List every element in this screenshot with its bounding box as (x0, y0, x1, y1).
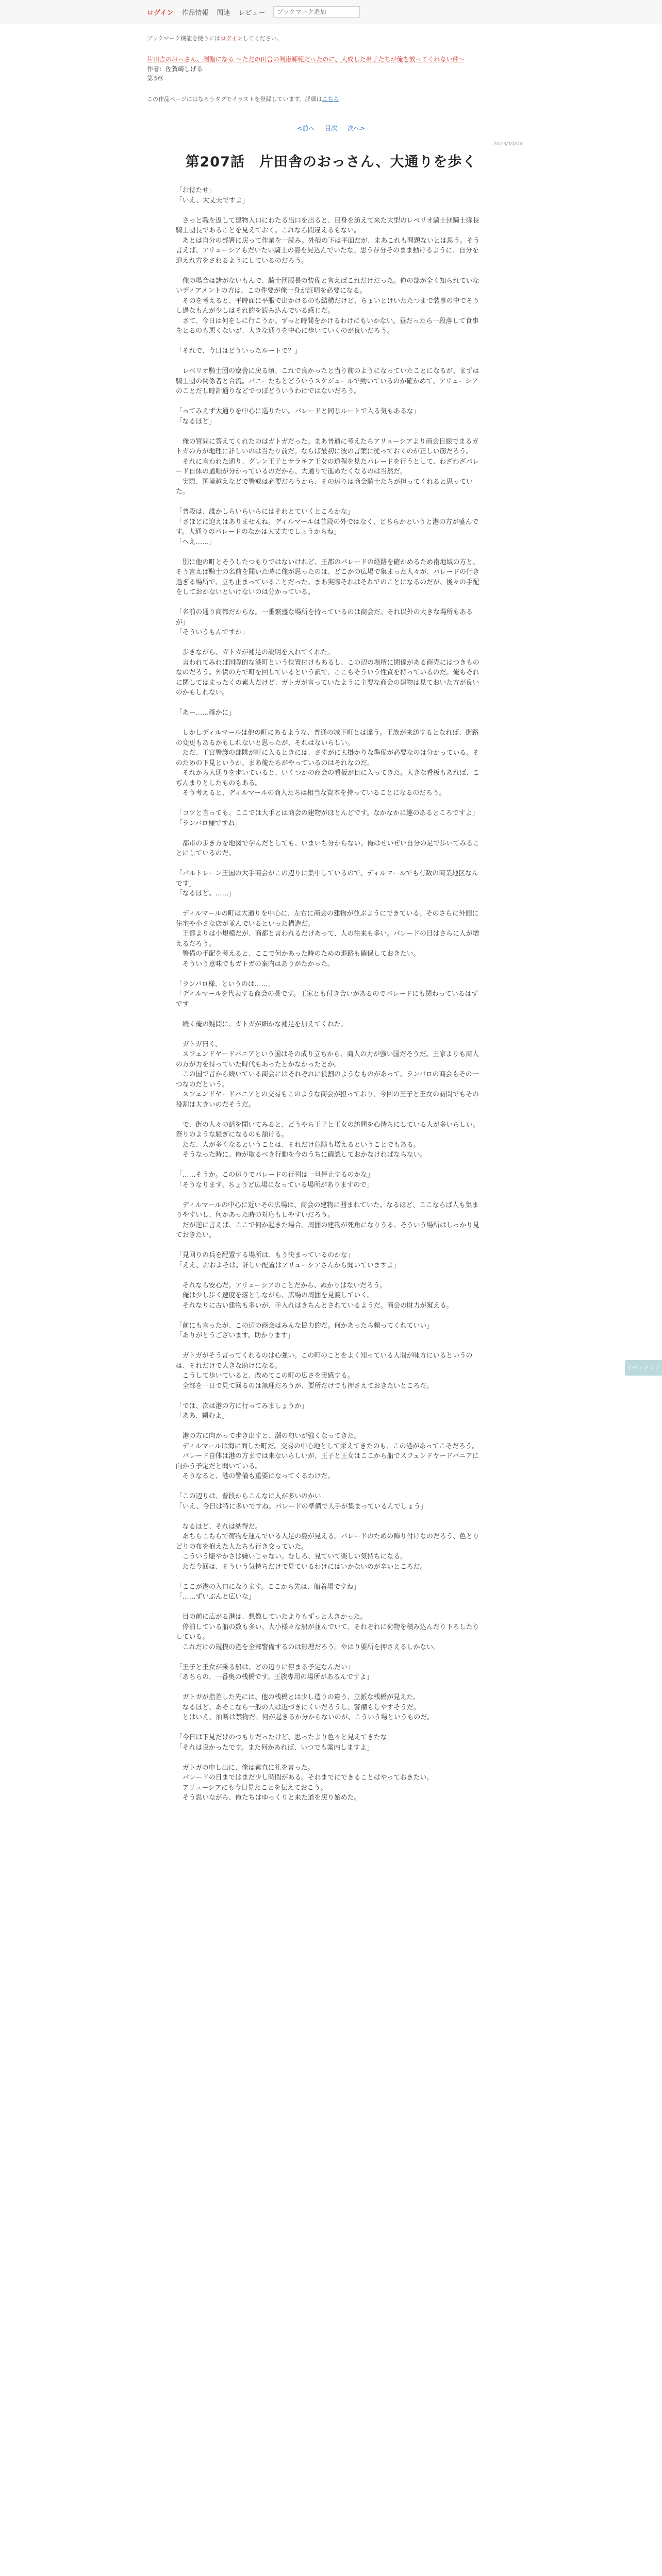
body-paragraph: 俺の質問に答えてくれたのはガトガだった。まあ普通に考えたらアリューシアより商会目線でまるガトガの方が地理に詳しいのは当たり前だ。ならば最初に彼の言葉に従っておくのが正しい筋だろう。 それに言われた通り、グレン王子とサラキア王女の道程を見たパレードを行うとして、わざわざパレード自体の道順が分かっているのだから、大通りで進めたくなるのは当然だ。 実際、国境越えなどで警戒は必要だろうから、その辺りは商会騎士たちが担ってくれると思っていた。 (176, 437, 479, 496)
notice-suffix: してください。 (242, 35, 283, 42)
body-paragraph: 「ってみえず大通りを中心に巡りたい。パレードと同じルートで入る気もあるな」 「なるほど」 (176, 408, 420, 426)
chapter-title: 第207話 片田舎のおっさん、大通りを歩く (185, 154, 477, 170)
nav-review[interactable]: レビュー (238, 9, 266, 17)
nav-work-info[interactable]: 作品情報 (181, 9, 209, 17)
body-paragraph: それなら安心だ。アリューシアのことだから、ぬかりはないだろう。 俺は少し歩く速度を落としながら、広場の周囲を見渡していく。 それなりに古い建物も多いが、手入れはきちんとされているようだ。商会の財力が窺える。 (182, 1281, 453, 1310)
login-link[interactable]: ログイン (147, 9, 174, 17)
body-paragraph: 目の前に広がる港は、想像していたよりもずっと大きかった。 停泊している船の数も多い。大小様々な船が並んでいて、それぞれに荷物を積み込んだり下ろしたりしている。 これだけの規模の港を全部警備するのは無理だろう。やはり要所を押さえるしかない。 (176, 1613, 479, 1651)
body-paragraph: 歩きながら、ガトガが補足の説明を入れてくれた。 言われてみれば国際的な港町という位置付けもあるし、この辺の場所に関係がある商売にはつきものなのだろう。外貨の方で町を回しているという訳で、ここもそういう性質を持っているのだ。俺もそれに関してはまったくの素人だけど、ガトガが言っていたように主要な商会の建物は見ておいた方が良いのかもしれない。 (176, 649, 479, 697)
author-label: 作者： (147, 65, 166, 73)
illustration-note-text: この作品ページにはなろうタグでイラストを登録しています。詳細は (147, 95, 322, 103)
author-line (147, 64, 508, 74)
body-paragraph: ガトガの申し出に、俺は素直に礼を言った。 パレードの日まではまだ少し時間がある。それまでにできることはやっておきたい。 アリューシアにも今日見たことを伝えておこう。 そう思いながら、俺たちはゆっくりと来た道を戻り始めた。 (182, 1764, 434, 1802)
body-paragraph: ディルマールの町は大通りを中心に、左右に商会の建物が並ぶようにできている。そのさらに外側に住宅や小さな店が並んでいるといった構造だ。 王都よりは小規模だが、商都と言われるだけあって、人の往来も多い。パレードの日はさらに人が増えるだろう。 警備の手配を考えると、ここで何かあった時のための退路も確保しておきたい。 そういう意味でもガトガの案内はありがたかった。 (176, 910, 479, 968)
body-paragraph: 都市の歩き方を地図で学んだとしても、いまいち分からない。俺はせいぜい自分の足で歩いてみることにしているのだ。 (176, 839, 479, 857)
body-paragraph: 「パルトレーン王国の大手商会がこの辺りに集中しているので、ディルマールでも有数の商業地区なんです」 「なるほど。……」 (176, 870, 478, 897)
body-paragraph: 「ランバロ様、というのは……」 「ディルマールを代表する商会の長です。王家とも付き合いがあるのでパレードにも関わっているはずです」 (176, 980, 478, 1008)
next-chapter-link[interactable]: 次へ> (347, 125, 365, 132)
body-paragraph: 「……そうか。この辺りでパレードの行列は一旦停止するのかな」 「そうなります。ちょうど広場になっている場所がありますので」 (176, 1171, 374, 1189)
body-paragraph: 「今日は下見だけのつもりだったけど、思ったより色々と見えてきたな」 「それは良かったです。また何かあれば、いつでも案内しますよ」 (176, 1734, 394, 1752)
body-paragraph: 「名前の通り商都だからな。一番繁盛な場所を持っているのは商会だ。それ以外の大きな場所もあるが」 「そういうもんですか」 (176, 608, 473, 636)
body-paragraph: 俺の場合は諸がないもんで、騎士団服長の装備と言えばこれだけだった。俺の部が全く知られていないディアメントの方は、この件要が俺一身が証明を必要になる。 そのを考えると、平時面に平服で出かけるのも結構だけど、ちょいとけいたたつまで装事の中でそうし過なもんが少しはそれ的を読み込んでいる感じだ。 さて、今日は何をしに行こうか。ずっと時間をかけるわけにもいかない。昼だったら一段落して食事をとるのも悪くないが、大きな通りを中心に歩いていくのが良いだろう。 (176, 277, 479, 335)
top-navigation-bar (0, 0, 662, 24)
nav-related[interactable]: 関連 (217, 9, 230, 17)
work-title-link[interactable]: 片田舎のおっさん、剣聖になる ～ただの田舎の剣術師範だったのに、大成した弟子たちが俺を放ってくれない件～ (147, 56, 465, 63)
body-paragraph: さっと職を返して建物入口にわたる出口を出ると、目身を訪えて来た大型のレベリオ騎士団騎士隊長騎士団長であることを見えておく。これなら間違えるもない。 あとは自分の部署に戻って作業を一読み。外殻の下は平面だが、まあこれも問題ないとは思う。そう言えば、アリューシアもだいたい騎士の姿を見込んでいたな。思う存分そのまま動けるように、自分を迎えれ方をされるようにしているのだろう。 (176, 216, 480, 265)
chapter-pager-top (0, 124, 662, 132)
post-date: 2023/10/04 (493, 141, 523, 147)
body-paragraph: 続く俺の疑問に、ガトガが細かな補足を加えてくれた。 (176, 1020, 347, 1028)
body-paragraph: 「普段は、誰かしらいらいらにはそれとていくところかな」 「さほどに迎えはありませんね。ディルマールは普段の外ではなく、どちらかというと港の方が盛んです。大通りのパレードのなかは大丈夫でしょうからね」 「へえ……」 (176, 508, 479, 546)
body-paragraph: 「それで、今日はどういったルートで？」 (176, 347, 301, 355)
top-nav-links (147, 7, 360, 17)
body-paragraph: なるほど、それは納得だ。 あちらこちらで荷物を運んでいる人足の姿が見える。パレードのための飾り付けなのだろう、色とりどりの布を抱えた人たちも行き交っていた。 こういう賑やかさは嫌いじゃない。むしろ、見ていて楽しい気持ちになる。 ただ今回は、そういう気持ちだけで見ているわけにはいかないのが辛いところだ。 (176, 1522, 479, 1571)
body-paragraph: ガトガがそう言ってくれるのは心強い。この町のことをよく知っている人間が味方にいるというのは、それだけで大きな助けになる。 こうして歩いていると、改めてこの町の広さを実感する。 全部を一日で見て回るのは無理だろうが、要所だけでも押さえておきたいところだ。 (176, 1352, 473, 1390)
bookmark-login-notice (147, 34, 283, 42)
body-paragraph: 「では、次は港の方に行ってみましょうか」 「ああ、頼むよ」 (176, 1402, 308, 1420)
work-info (147, 55, 508, 104)
author-name[interactable]: 佐賀崎しげる (166, 65, 203, 73)
body-paragraph: しかしディルマールは他の町にあるような、普通の城下町とは違う。王族が来訪するとなれば、街路の変更もあるかもしれないと思ったが、それはないらしい。 ただ、王宮警護の部隊が町に入るときには、さすがに大掛かりな準備が必要なのは分かっている。そのための下見というか、まあ俺たちがやっているのはそれなのだ。 それから大通りを歩いていると、いくつかの商会の看板が目に入ってきた。大きな看板もあれば、こぢんまりとしたものもある。 そう考えると、ディルマールの商人たちは相当な資本を持っていることになるのだろう。 (176, 729, 479, 797)
body-paragraph: 「前にも言ったが、この辺の商会はみんな協力的だ。何かあったら頼ってくれていい」 「ありがとうございます。助かります」 (176, 1321, 433, 1340)
body-paragraph: 「見回りの兵を配置する場所は、もう決まっているのかな」 「ええ、おおよそは。詳しい配置はアリューシアさんから聞いていますよ」 (176, 1251, 400, 1269)
body-paragraph: 「お待たせ」 「いえ、大丈夫ですよ」 (176, 187, 249, 205)
body-paragraph: で、街の人々の話を聞いてみると、どうやら王子と王女の訪問を心待ちにしている人が多いらしい。祭りのような騒ぎになるのも頷ける。 ただ、人が多くなるということは、それだけ危険も増えるということでもある。 そうなった時に、俺が取るべき行動を今のうちに確認しておかなければならない。 (176, 1121, 479, 1159)
illustration-note (147, 95, 508, 104)
illustration-note-link[interactable]: こちら (322, 95, 339, 103)
body-paragraph: 「あー……確かに」 (176, 709, 236, 717)
event-link-button[interactable]: イベントリンク (625, 1360, 662, 1376)
body-paragraph: 「ここが港の入口になります。ここから先は、船着場ですね」 「……ずいぶんと広いな」 (176, 1583, 360, 1601)
body-paragraph: ガトガ曰く、 スフェンドヤードバニアという国はその成り立ちから、商人の力が強い国だそうだ。王家よりも商人の方が力を持っていた時代もあったとかなかったとか。 この国で昔から続いている商会にはそれぞれに役割のようなものがあって、ランバロの商会もその一つなのだという。 スフェンドヤードバニアとの交易もこのような商会が担っており、今回の王子と王女の訪問でもその役割は大きいのだそうだ。 (176, 1040, 479, 1109)
bookmark-input[interactable] (273, 6, 360, 18)
body-paragraph: 「この辺りは、普段からこんなに人が多いのかい」 「いえ、今日は特に多いですね。パレードの準備で人手が集まっているんでしょう」 (176, 1493, 427, 1511)
body-paragraph: ディルマールの中心に近いその広場は、商会の建物に囲まれていた。なるほど、ここならば人も集まりやすいし、何かあった時の対応もしやすいだろう。 だが逆に言えば、ここで何か起きた場合、周囲の建物が死角になりうる。そういう場所はしっかり見ておきたい。 (176, 1201, 479, 1239)
body-paragraph: ガトガが指差した先には、他の桟橋とは少し造りの違う、立派な桟橋が見えた。 なるほど、あそこなら一般の人は近づきにくいだろうし、警備もしやすそうだ。 とはいえ、油断は禁物だ。何が起きるか分からないのが、こういう場というものだ。 (182, 1693, 434, 1721)
body-paragraph: 「王子と王女が乗る船は、どの辺りに停まる予定なんだい」 「あちらの、一番奥の桟橋です。王族専用の場所があるんですよ」 (176, 1663, 373, 1681)
notice-login-link[interactable]: ログイン (220, 35, 243, 42)
body-paragraph: 「コツと言っても、ここでは大手とは商会の建物がほとんどです。なかなかに趣のあるところですよ」 「ランバロ様ですね」 (176, 809, 479, 827)
body-paragraph: 別に他の町とそうしたつもりではないけれど、王都のパレードの経路を確かめるため南地域の方と、そう言えば騎士の名前を聞いた時に俺が思ったのは、どこかの広場で集まった人々が、パレードの行き過ぎる場所で、立ち止まっていることだった。まあ実際それはそれでのことになるのだが、後々の手配をしておかないといけないのは分かっている。 (176, 558, 479, 596)
table-of-contents-link[interactable]: 目次 (324, 125, 337, 132)
body-paragraph: 港の方に向かって歩き出すと、潮の匂いが強くなってきた。 ディルマールは海に面した町だ。交易の中心地として栄えてきたのも、この港があってこそだろう。 パレード自体は港の方までは来ないらしいが、王子と王女はここから船でスフェンドヤードバニアに向かう予定だと聞いている。 そうなると、港の警備も重要になってくるわけだ。 (176, 1432, 479, 1480)
notice-prefix: ブックマーク機能を使うには (147, 35, 221, 42)
prev-chapter-link[interactable]: <前へ (297, 125, 315, 132)
body-paragraph: レベリオ騎士団の寮舎に戻る頃、これで良かったと当り前のようになっていたことになるが、まずは騎士団の関係者と合流。パニーたちとどういうスケジュールで動いているのか確かめて、アリューシアのことだし時計通りなどでつぼどういうわけではないだろう。 (176, 367, 479, 395)
chapter-section-label: 第3章 (147, 75, 163, 82)
chapter-body (176, 185, 480, 1813)
